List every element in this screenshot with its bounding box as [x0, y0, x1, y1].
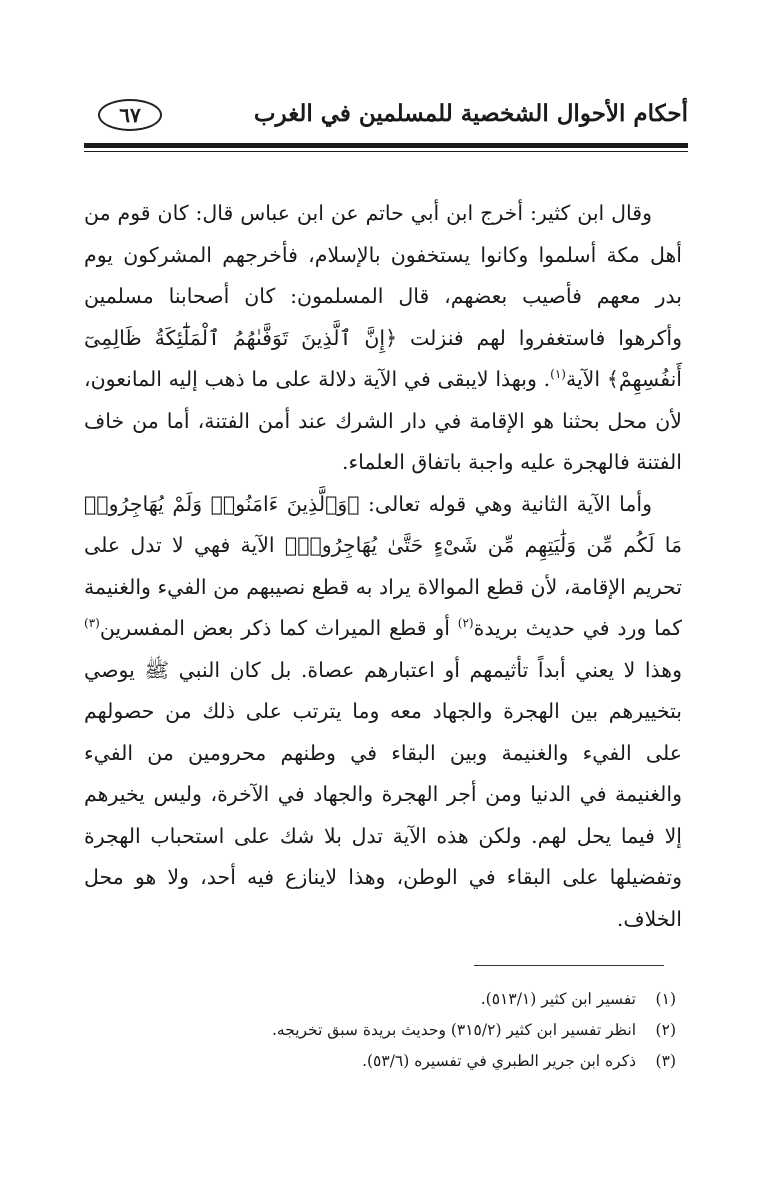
paragraph-1-text-a: وقال ابن كثير: أخرج ابن أبي حاتم عن ابن عباس قال: كان قوم من أهل مكة أسلموا وكانوا يستخفون بالإسلام، فأخرجهم المشركون يوم بدر معهم فأصيب بعضهم، قال المسلمون: كان أصحابنا مسلمين وأكرهوا فاستغفروا لهم فنزلت ﴿إِنَّ ٱلَّذِينَ تَوَفَّىٰهُمُ ٱلْمَلَٰٓئِكَةُ ظَالِمِىٓ أَنفُسِهِمْ﴾ الآية	[84, 201, 682, 391]
paragraph-2-text-c: وهذا لا يعني أبداً تأثيمهم أو اعتبارهم عصاة. بل كان النبي ﷺ يوصي بتخييرهم بين الهجرة والجهاد معه وما يترتب على ذلك من حصولهم على الفيء والغنيمة وبين البقاء في وطنهم محرومين من الفيء والغنيمة في الدنيا ومن أجر الهجرة والجهاد في الآخرة، وليس يخيرهم إلا فيما يحل لهم. ولكن هذه الآية تدل بلا شك على استحباب الهجرة وتفضيلها على البقاء في الوطن، وهذا لاينازع فيه أحد، ولا هو محل الخلاف.	[84, 657, 682, 931]
footnote-1	[78, 984, 676, 1015]
footnote-text: انظر تفسير ابن كثير (٣١٥/٢) وحديث بريدة سبق تخريجه.	[271, 1021, 636, 1039]
footnote-ref-2: (٢)	[457, 616, 474, 631]
footnote-number: (١)	[655, 990, 676, 1008]
footnote-separator	[474, 965, 664, 966]
footnote-text: تفسير ابن كثير (٥١٣/١).	[480, 990, 636, 1008]
footnotes	[78, 984, 676, 1077]
running-title: أحكام الأحوال الشخصية للمسلمين في الغرب	[253, 100, 688, 127]
main-text	[84, 193, 682, 940]
footnote-ref-3: (٣)	[84, 616, 100, 631]
page-header	[84, 96, 688, 136]
footnote-3	[78, 1046, 676, 1077]
paragraph-2-text-b: أو قطع الميراث كما ذكر بعض المفسرين	[99, 616, 458, 640]
page-number: ٦٧	[98, 99, 162, 131]
footnote-ref-1: (١)	[550, 367, 566, 382]
footnote-2	[78, 1015, 676, 1046]
paragraph-1	[84, 193, 682, 484]
header-rule-thick	[84, 143, 688, 148]
footnote-number: (٣)	[655, 1052, 676, 1070]
footnote-text: ذكره ابن جرير الطبري في تفسيره (٥٣/٦).	[362, 1052, 636, 1070]
paragraph-2	[84, 484, 682, 941]
paragraph-2-text-a: وأما الآية الثانية وهي قوله تعالى: ﴿وَٱلَّذِينَ ءَامَنُوا۟ وَلَمْ يُهَاجِرُوا۟ مَا لَكُم مِّن وَلَٰيَتِهِم مِّن شَىْءٍ حَتَّىٰ يُهَاجِرُوا۟﴾ الآية فهي لا تدل على تحريم الإقامة، لأن قطع الموالاة يراد به قطع نصيبهم من الفيء والغنيمة كما ورد في حديث بريدة	[84, 491, 682, 640]
header-rule-thin	[84, 151, 688, 152]
paragraph-1-text-b: . وبهذا لايبقى في الآية دلالة على ما ذهب إليه المانعون، لأن محل بحثنا هو الإقامة في دار الشرك عند أمن الفتنة، أما من خاف الفتنة فالهجرة عليه واجبة باتفاق العلماء.	[84, 367, 682, 474]
footnote-number: (٢)	[655, 1021, 676, 1039]
